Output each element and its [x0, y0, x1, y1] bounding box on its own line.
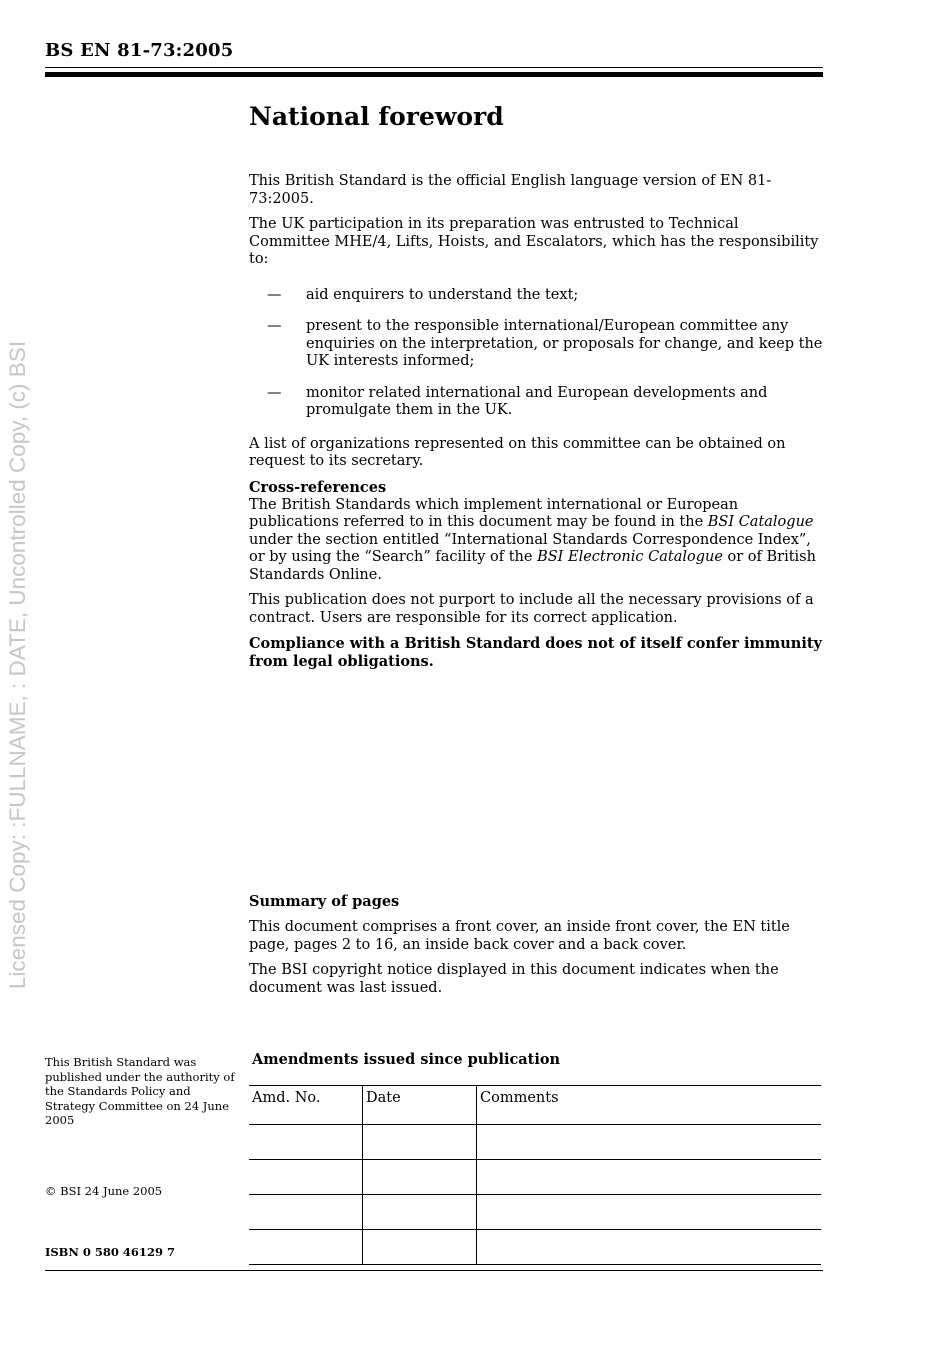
table-cell [363, 1160, 477, 1195]
foreword-paragraph: This British Standard is the official English language version of EN 81-73:2005. [249, 173, 772, 207]
dash-marker: — [267, 384, 282, 401]
amendments-table [249, 1085, 821, 1265]
cross-ref-text: under the section entitled “International Standards Correspondence Index”, or by using the “Search” facility of the [249, 531, 811, 565]
table-cell [249, 1125, 363, 1160]
cross-references-heading: Cross-references [249, 478, 387, 496]
table-cell [363, 1125, 477, 1160]
table-header-row [249, 1086, 821, 1125]
header-thin-rule [45, 67, 823, 68]
table-cell [477, 1160, 822, 1195]
dash-marker: — [267, 286, 282, 303]
summary-of-pages [249, 893, 823, 1005]
cross-references-paragraph [249, 497, 823, 585]
table-cell [249, 1230, 363, 1265]
column-header-amd-no: Amd. No. [249, 1086, 363, 1125]
table-row [249, 1230, 821, 1265]
table-cell [477, 1195, 822, 1230]
cross-ref-text: The British Standards which implement international or European publications referred to in this document may be found in the [249, 496, 739, 530]
table-row [249, 1195, 821, 1230]
list-item [249, 287, 823, 305]
summary-heading: Summary of pages [249, 893, 400, 910]
table-cell [477, 1125, 822, 1160]
list-item [249, 385, 823, 420]
summary-paragraph: The BSI copyright notice displayed in this document indicates when the document was last issued. [249, 962, 779, 996]
list-item [249, 318, 823, 371]
list-item-text: present to the responsible international/European committee any enquiries on the interpretation, or proposals for change, and keep the UK interests informed; [306, 318, 823, 369]
table-row [249, 1125, 821, 1160]
copyright-notice: © BSI 24 June 2005 [45, 1184, 163, 1198]
foreword-paragraph: This publication does not purport to include all the necessary provisions of a contract. Users are responsible for its correct application. [249, 592, 814, 626]
table-cell [477, 1230, 822, 1265]
table-cell [363, 1195, 477, 1230]
list-item-text: monitor related international and European developments and promulgate them in the UK. [306, 384, 768, 418]
isbn: ISBN 0 580 46129 7 [45, 1245, 175, 1259]
bsi-catalogue-title: BSI Catalogue [707, 514, 814, 530]
foreword-paragraph: The UK participation in its preparation was entrusted to Technical Committee MHE/4, Lifts, Hoists, and Escalators, which has the responsibility to: [249, 216, 819, 267]
publication-note: This British Standard was published under the authority of the Standards Policy and Strategy Committee on 24 June 2005 [45, 1055, 235, 1127]
column-header-comments: Comments [477, 1086, 822, 1125]
national-foreword [249, 98, 823, 678]
document-id: BS EN 81-73:2005 [45, 40, 234, 61]
list-item-text: aid enquirers to understand the text; [306, 286, 579, 303]
footer-rule [45, 1270, 823, 1271]
license-watermark: Licensed Copy: :FULLNAME, : DATE, Uncontrolled Copy, (c) BSI [5, 340, 30, 990]
page-title: National foreword [249, 102, 504, 131]
summary-paragraph: This document comprises a front cover, an inside front cover, the EN title page, pages 2 to 16, an inside back cover and a back cover. [249, 919, 790, 953]
foreword-paragraph: A list of organizations represented on this committee can be obtained on request to its secretary. [249, 435, 786, 469]
responsibility-list [249, 287, 823, 420]
bsi-electronic-catalogue-title: BSI Electronic Catalogue [537, 549, 723, 565]
table-cell [249, 1160, 363, 1195]
column-header-date: Date [363, 1086, 477, 1125]
cross-ref-text: or of British Standards Online. [249, 549, 816, 583]
amendments-title: Amendments issued since publication [252, 1051, 561, 1068]
dash-marker: — [267, 318, 282, 334]
table-row [249, 1160, 821, 1195]
table-cell [363, 1230, 477, 1265]
compliance-statement: Compliance with a British Standard does not of itself confer immunity from legal obligations. [249, 635, 822, 670]
header-thick-rule [45, 72, 823, 77]
table-cell [249, 1195, 363, 1230]
